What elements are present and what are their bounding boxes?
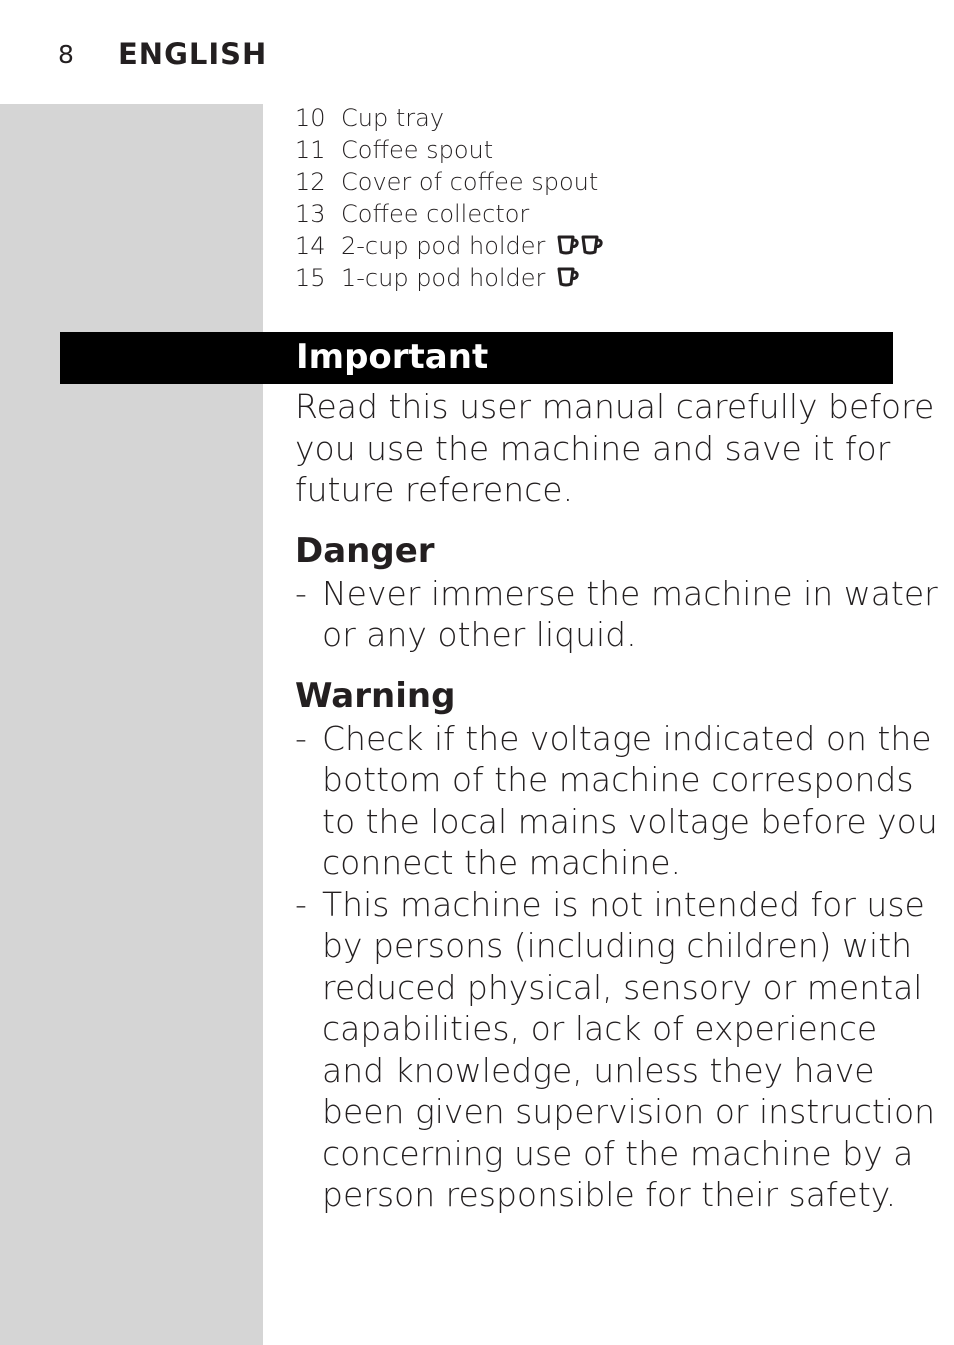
text-line: connect the machine. [322,843,681,882]
danger-heading: Danger [295,530,435,571]
page-language-heading: ENGLISH [118,37,268,71]
part-label: Coffee collector [341,200,530,228]
warning-list [295,718,938,1216]
part-number: 15 [295,264,326,292]
page-number: 8 [58,40,74,69]
parts-list [295,102,605,294]
text-line: capabilities, or lack of experience [322,1009,878,1048]
left-margin-band [0,104,263,1345]
text-line: future reference. [295,470,574,509]
list-item [295,884,936,1216]
list-item [295,718,938,884]
list-item [295,166,605,198]
text-line: you use the machine and save it for [295,428,891,468]
text-line: bottom of the machine corresponds [322,760,914,799]
two-cups-icon [557,232,605,264]
warning-heading: Warning [295,675,456,716]
intro-paragraph [295,386,935,511]
text-line: concerning use of the machine by a [322,1133,914,1173]
part-label: Cover of coffee spout [341,168,599,196]
text-line: This machine is not intended for use [322,884,925,924]
text-line: or any other liquid. [322,615,637,654]
part-number: 13 [295,200,326,228]
text-line: to the local mains voltage before you [322,801,938,841]
part-number: 11 [295,136,326,164]
bullet-dash: - [295,884,307,924]
list-item [295,134,605,166]
bullet-dash: - [295,718,307,758]
important-heading-bar [60,332,893,384]
part-number: 12 [295,168,326,196]
list-item [295,573,938,656]
part-number: 10 [295,104,326,132]
part-label: 1-cup pod holder [341,264,546,292]
text-line: been given supervision or instruction [322,1092,936,1131]
text-line: Read this user manual carefully before [295,387,935,426]
text-line: reduced physical, sensory or mental [322,967,923,1007]
one-cup-icon [557,264,581,296]
part-label: 2-cup pod holder [341,232,546,260]
part-label: Coffee spout [341,136,494,164]
part-number: 14 [295,232,326,260]
bullet-dash: - [295,573,307,613]
text-line: and knowledge, unless they have [322,1050,875,1090]
list-item [295,102,605,134]
list-item [295,262,605,294]
safety-content [295,386,938,1216]
list-item [295,230,605,262]
text-line: person responsible for their safety. [322,1175,897,1214]
list-item [295,198,605,230]
important-heading: Important [296,337,489,377]
danger-list [295,573,938,656]
text-line: Never immerse the machine in water [322,573,938,613]
part-label: Cup tray [341,104,445,132]
text-line: Check if the voltage indicated on the [322,718,932,758]
text-line: by persons (including children) with [322,926,913,965]
